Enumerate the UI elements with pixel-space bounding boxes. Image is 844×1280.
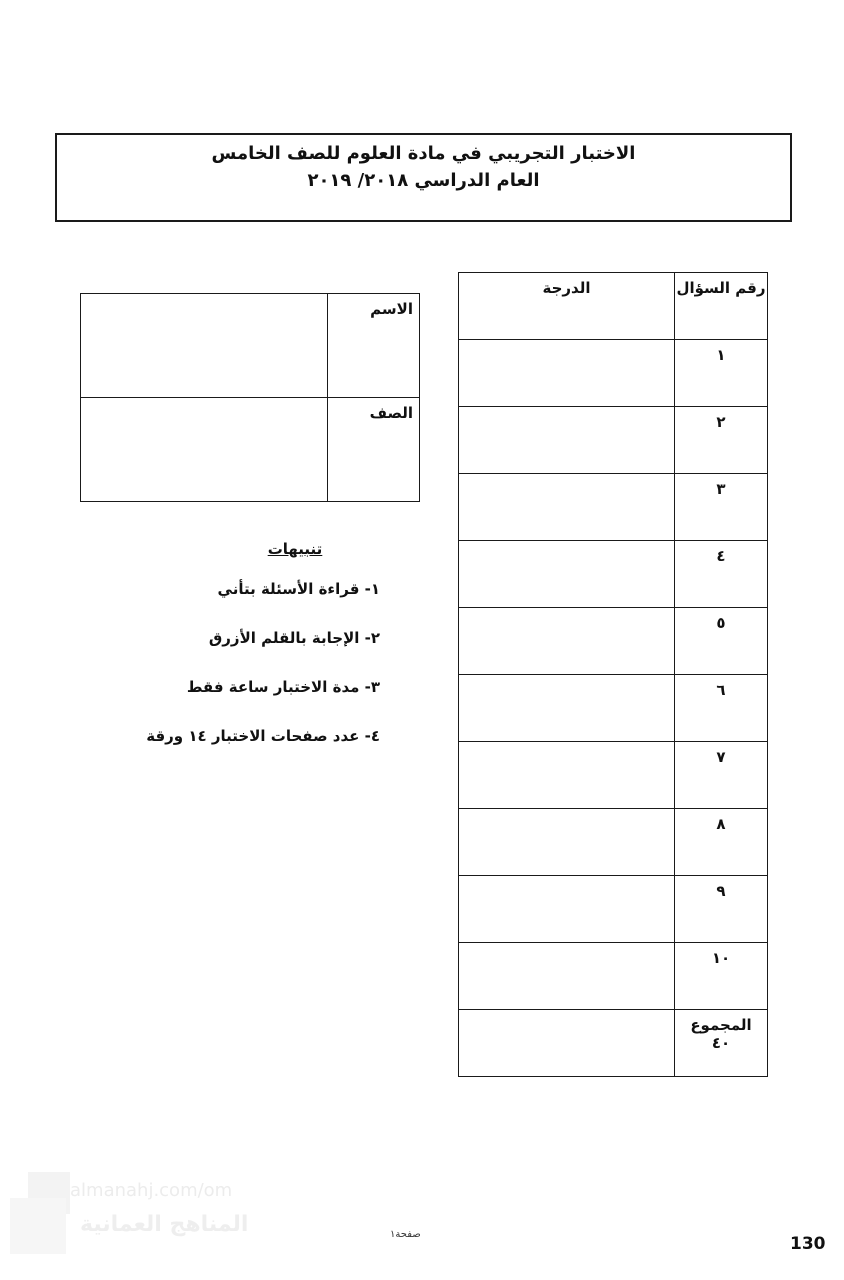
question-number: ٣: [675, 474, 768, 541]
grade-table-header: [459, 273, 768, 340]
name-label: الاسم: [328, 294, 420, 398]
table-row: [459, 876, 768, 943]
total-cell: [675, 1010, 768, 1077]
table-row: [459, 608, 768, 675]
academic-year: العام الدراسي ٢٠١٨/ ٢٠١٩: [307, 170, 540, 191]
question-number: ٥: [675, 608, 768, 675]
question-number-header: رقم السؤال: [675, 273, 768, 340]
total-label: المجموع: [690, 1016, 752, 1034]
watermark-logo-shadow: [10, 1198, 66, 1254]
grade-cell[interactable]: [459, 675, 675, 742]
grade-cell[interactable]: [459, 742, 675, 809]
grade-cell[interactable]: [459, 809, 675, 876]
grade-cell[interactable]: [459, 340, 675, 407]
exam-title: الاختبار التجريبي في مادة العلوم للصف الخامس: [211, 143, 636, 164]
table-row: [459, 675, 768, 742]
question-number: ١: [675, 340, 768, 407]
name-row: [81, 294, 420, 398]
grade-cell[interactable]: [459, 407, 675, 474]
question-number: ٩: [675, 876, 768, 943]
grade-cell[interactable]: [459, 876, 675, 943]
class-label: الصف: [328, 398, 420, 502]
student-info-table: [80, 293, 420, 502]
table-row: [459, 407, 768, 474]
table-row: [459, 809, 768, 876]
table-row: [459, 340, 768, 407]
exam-header: [55, 133, 792, 222]
total-grade-cell[interactable]: [459, 1010, 675, 1077]
grade-cell[interactable]: [459, 474, 675, 541]
question-number: ٨: [675, 809, 768, 876]
watermark-name: المناهج العمانية: [80, 1212, 249, 1237]
page-label: صفحة١: [390, 1229, 421, 1240]
question-number: ٧: [675, 742, 768, 809]
table-row: [459, 541, 768, 608]
name-field[interactable]: [81, 294, 328, 398]
grade-cell[interactable]: [459, 608, 675, 675]
instruction-item: ١- قراءة الأسئلة بتأني: [217, 580, 380, 598]
instruction-item: ٤- عدد صفحات الاختبار ١٤ ورقة: [146, 727, 380, 745]
class-row: [81, 398, 420, 502]
watermark-url: almanahj.com/om: [70, 1180, 233, 1201]
question-number: ٤: [675, 541, 768, 608]
question-number: ١٠: [675, 943, 768, 1010]
total-row: [459, 1010, 768, 1077]
question-number: ٦: [675, 675, 768, 742]
instructions-title: تنبيهات: [267, 540, 323, 558]
instruction-item: ٢- الإجابة بالقلم الأزرق: [208, 629, 380, 647]
table-row: [459, 943, 768, 1010]
total-value: ٤٠: [711, 1034, 731, 1052]
grade-table: [458, 272, 768, 1077]
table-row: [459, 474, 768, 541]
class-field[interactable]: [81, 398, 328, 502]
grade-cell[interactable]: [459, 541, 675, 608]
grade-cell[interactable]: [459, 943, 675, 1010]
table-row: [459, 742, 768, 809]
question-number: ٢: [675, 407, 768, 474]
page-number: 130: [790, 1234, 826, 1254]
grade-header: الدرجة: [459, 273, 675, 340]
instruction-item: ٣- مدة الاختبار ساعة فقط: [186, 678, 380, 696]
instructions: [90, 540, 390, 776]
